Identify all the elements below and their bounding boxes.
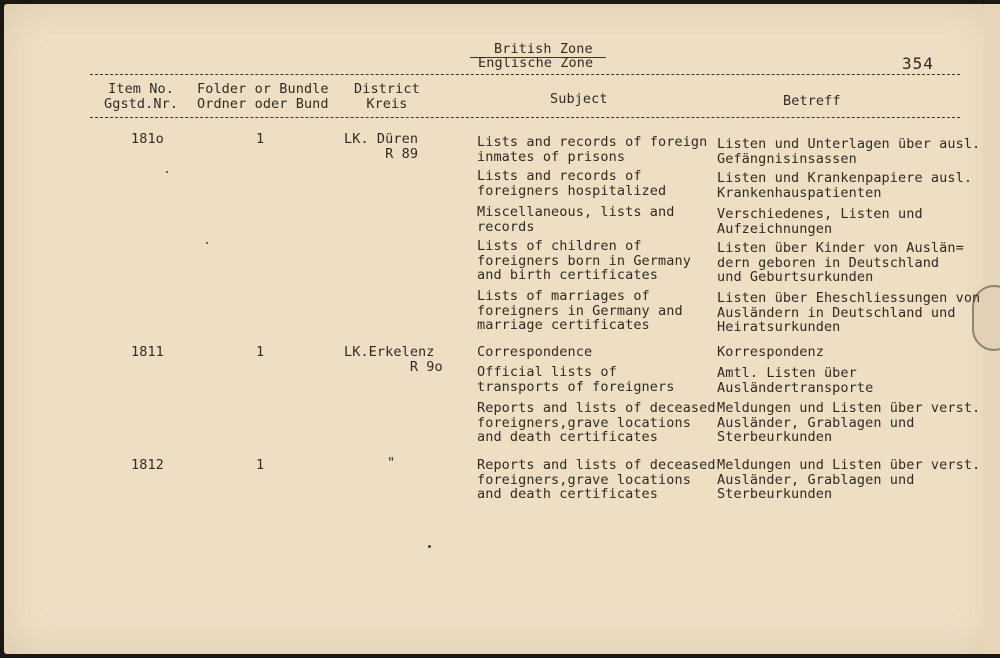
col-header-item: Item No. Ggstd.Nr. bbox=[104, 81, 179, 112]
col-header-subject: Subject bbox=[550, 91, 608, 107]
subject-entry: Miscellaneous, lists and records bbox=[477, 204, 675, 235]
betreff-entry: Listen und Unterlagen über ausl. Gefängnisinsassen bbox=[717, 136, 981, 167]
subject-entry: Lists and records of foreign inmates of prisons bbox=[477, 134, 708, 165]
betreff-entry: Korrespondenz bbox=[717, 344, 824, 360]
subject-entry: Correspondence bbox=[477, 344, 593, 360]
district-name: LK.Erkelenz R 9o bbox=[344, 344, 443, 375]
folder-number: 1 bbox=[256, 131, 265, 147]
header-rule-bottom bbox=[90, 117, 960, 118]
betreff-entry: Amtl. Listen über Ausländertransporte bbox=[717, 365, 874, 396]
zone-title-de: Englische Zone bbox=[478, 55, 594, 71]
district-name: LK. Düren R 89 bbox=[344, 131, 419, 162]
subject-entry: Reports and lists of deceased foreigners,grave locations and death certificates bbox=[477, 400, 716, 445]
col-header-district: District Kreis bbox=[354, 81, 420, 112]
betreff-entry: Listen über Kinder von Auslän= dern geboren in Deutschland und Geburtsurkunden bbox=[717, 240, 964, 285]
header-rule-top bbox=[90, 74, 960, 75]
item-number: 181o bbox=[131, 131, 164, 147]
item-number: 1812 bbox=[131, 457, 164, 473]
folder-number: 1 bbox=[256, 457, 265, 473]
subject-entry: Lists of children of foreigners born in Germany and birth certificates bbox=[477, 238, 691, 283]
district-ditto-mark: " bbox=[387, 455, 396, 471]
zone-title-en: British Zone bbox=[494, 41, 593, 57]
betreff-entry: Verschiedenes, Listen und Aufzeichnungen bbox=[717, 206, 923, 237]
paper-speck bbox=[428, 545, 431, 548]
betreff-entry: Meldungen und Listen über verst. Ausländer, Grablagen und Sterbeurkunden bbox=[717, 400, 981, 445]
subject-entry: Lists and records of foreigners hospitalized bbox=[477, 168, 667, 199]
page-number: 354 bbox=[902, 54, 934, 73]
folder-number: 1 bbox=[256, 344, 265, 360]
subject-entry: Reports and lists of deceased foreigners,grave locations and death certificates bbox=[477, 457, 716, 502]
subject-entry: Lists of marriages of foreigners in Germany and marriage certificates bbox=[477, 288, 683, 333]
col-header-folder: Folder or Bundle Ordner oder Bund bbox=[197, 81, 329, 112]
betreff-entry: Listen und Krankenpapiere ausl. Krankenhauspatienten bbox=[717, 170, 973, 201]
paper-speck bbox=[166, 171, 168, 173]
betreff-entry: Meldungen und Listen über verst. Ausländer, Grablagen und Sterbeurkunden bbox=[717, 457, 981, 502]
paper-speck bbox=[206, 242, 208, 244]
item-number: 1811 bbox=[131, 344, 164, 360]
subject-entry: Official lists of transports of foreigners bbox=[477, 364, 675, 395]
col-header-betreff: Betreff bbox=[783, 93, 841, 109]
betreff-entry: Listen über Eheschliessungen von Ausländern in Deutschland und Heiratsurkunden bbox=[717, 290, 981, 335]
